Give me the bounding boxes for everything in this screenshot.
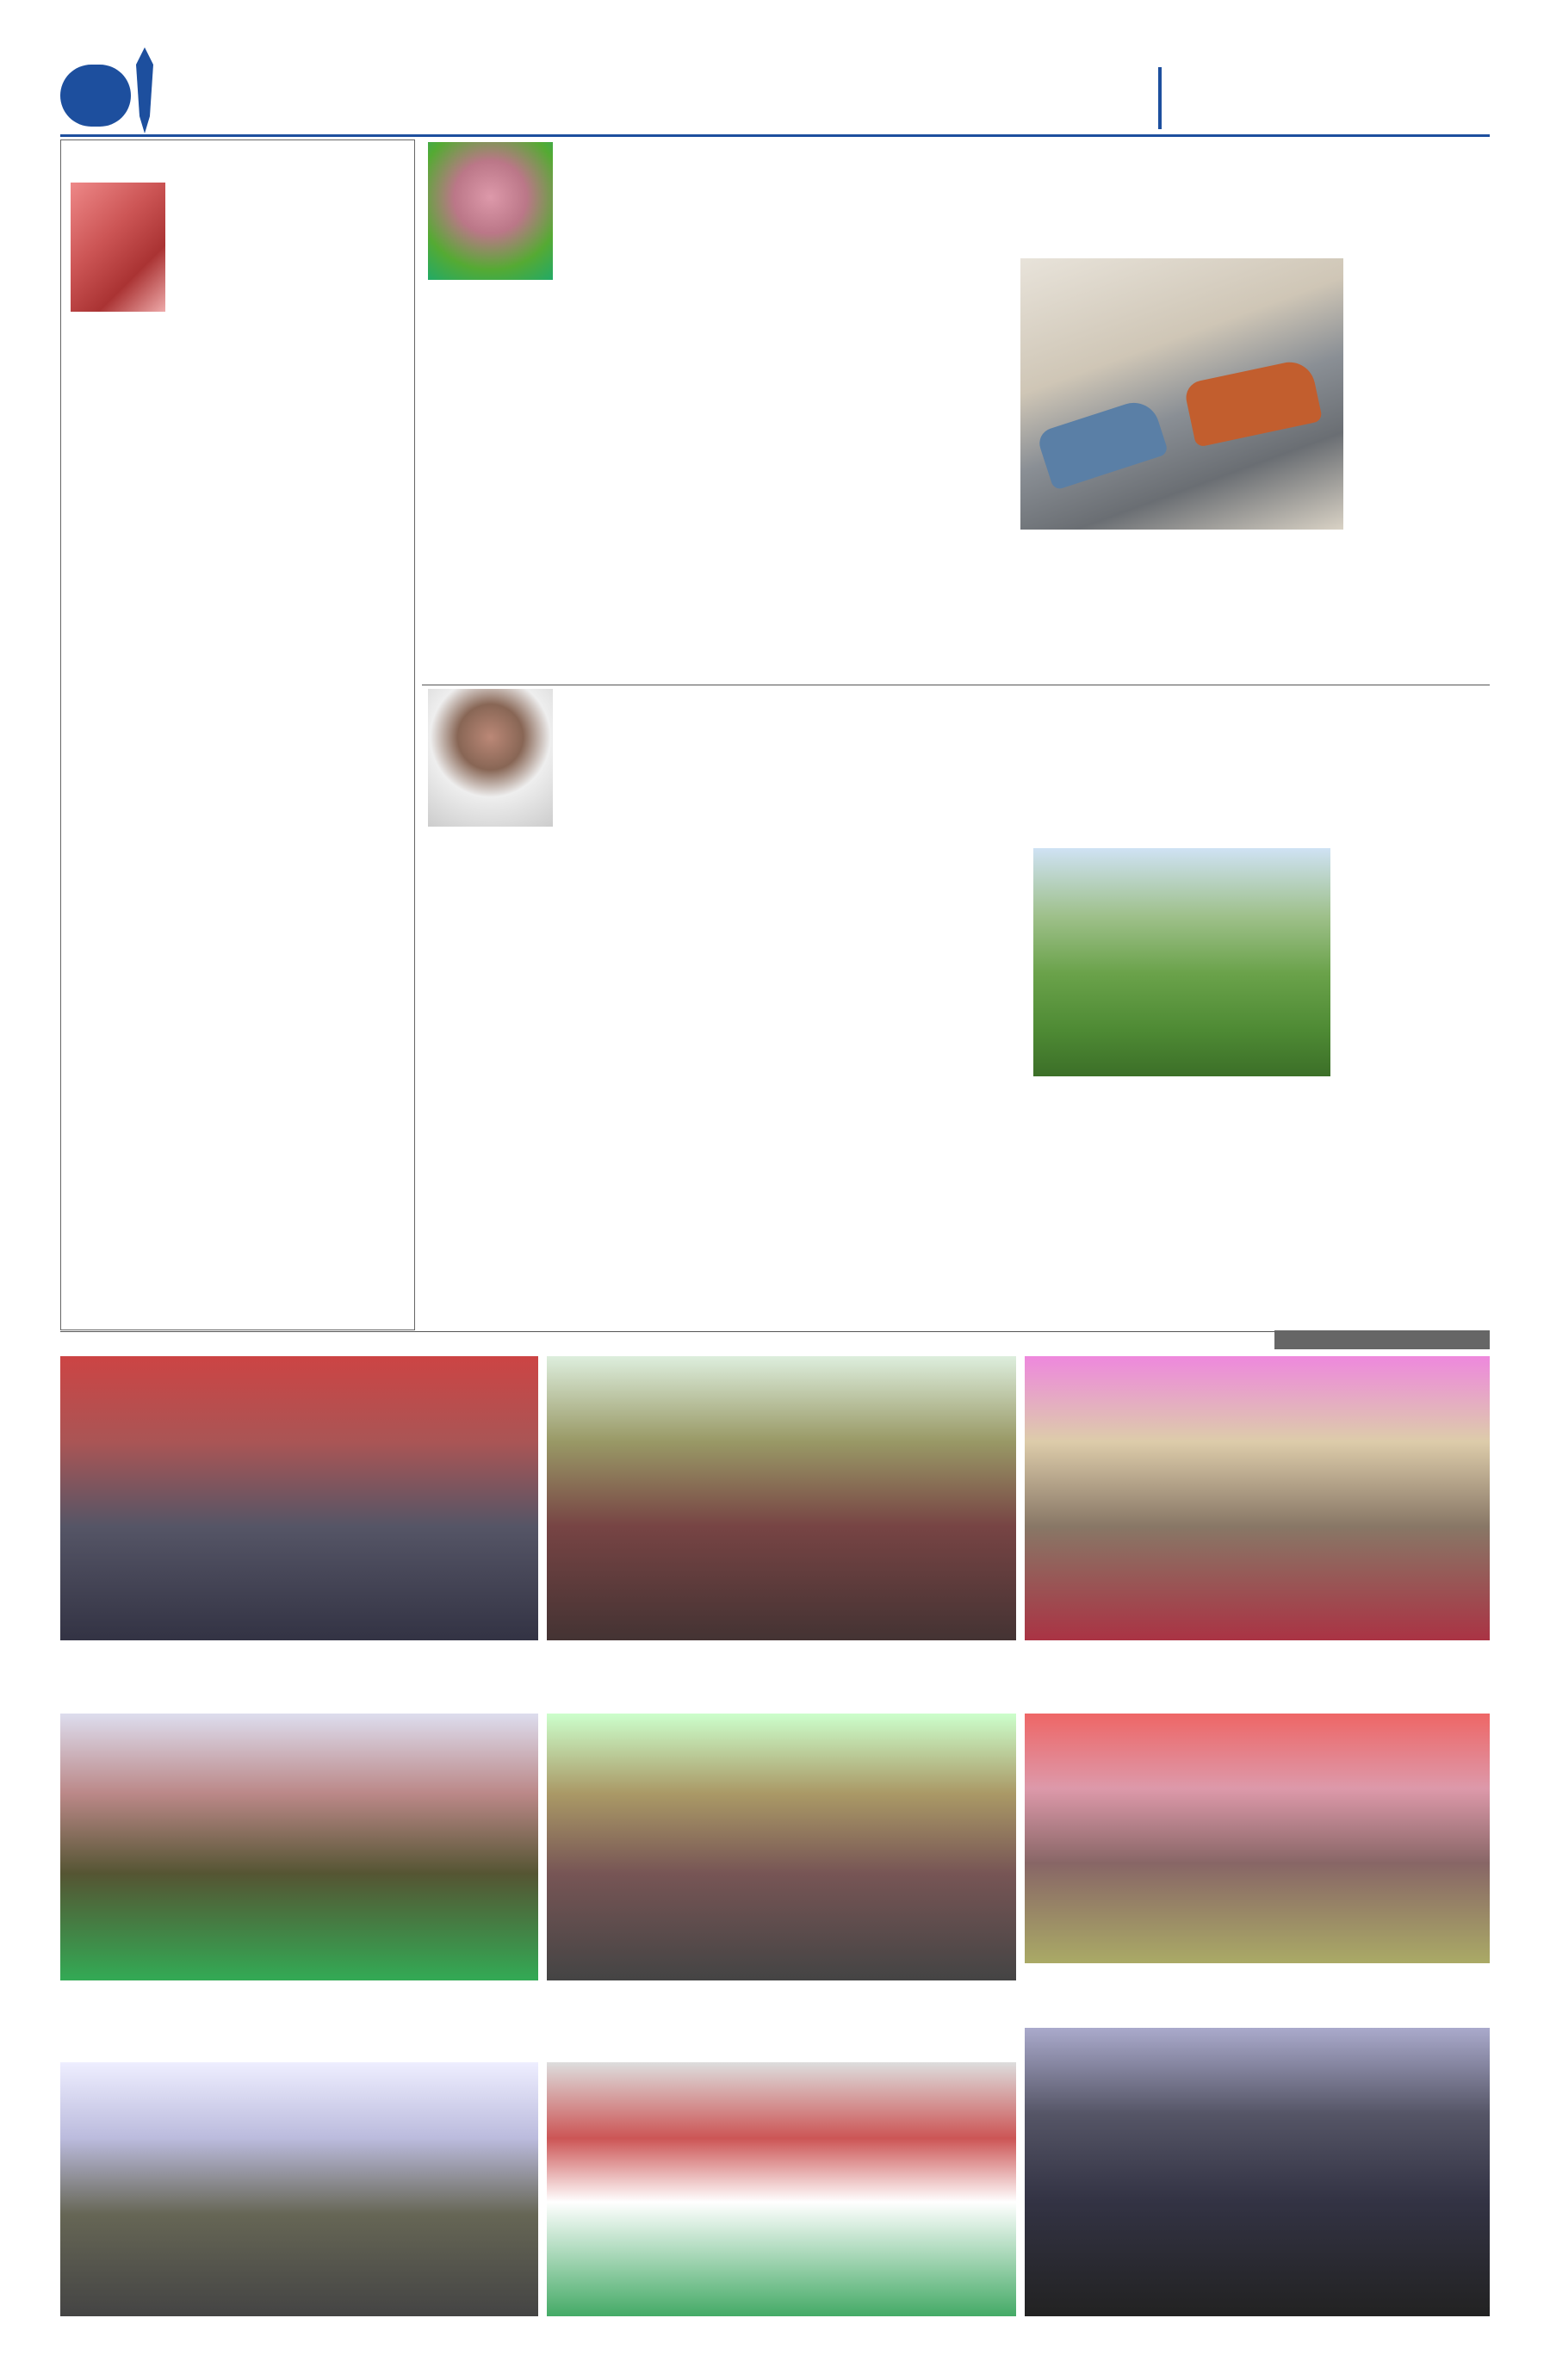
news-photo — [547, 1714, 1016, 1980]
news-photo — [60, 1714, 538, 1980]
article-text — [1352, 215, 1490, 499]
header-rule — [60, 134, 1490, 137]
news-photo — [60, 2062, 538, 2316]
article-text — [428, 310, 685, 680]
article-text — [1339, 762, 1490, 1261]
article-text — [693, 215, 1012, 680]
photo-caption — [1025, 1968, 1490, 2019]
article-text — [428, 887, 685, 1326]
header-divider — [1158, 67, 1162, 129]
editorial-body — [71, 469, 406, 1322]
photo-caption — [1025, 1645, 1490, 1705]
photo-caption — [60, 2316, 538, 2377]
article-text — [1020, 534, 1343, 680]
virus-image — [71, 183, 165, 312]
article-text — [1020, 215, 1343, 257]
news-photo — [1025, 1714, 1490, 1963]
photo-caption — [547, 2316, 1016, 2377]
photo-caption — [60, 1985, 538, 2054]
news-photo — [60, 1356, 538, 1640]
photo-caption — [547, 1985, 1016, 2054]
pen-icon — [127, 47, 162, 133]
author-photo — [428, 142, 553, 280]
news-photo — [1025, 1356, 1490, 1640]
tea-garden-image — [1033, 848, 1330, 1076]
article-text — [693, 762, 1025, 1326]
email-bar — [1274, 1330, 1490, 1349]
news-photo — [1025, 2028, 1490, 2316]
article-text — [1033, 762, 1330, 846]
photo-caption — [1025, 2316, 1490, 2377]
article-text — [560, 762, 685, 865]
page-number — [60, 65, 131, 127]
photo-caption — [60, 1645, 538, 1705]
news-photo — [547, 2062, 1016, 2316]
news-photo — [547, 1356, 1016, 1640]
article-text — [560, 215, 685, 310]
article-text — [1033, 1081, 1330, 1326]
photo-caption — [547, 1645, 1016, 1705]
author-photo — [428, 689, 553, 827]
divider — [60, 1331, 1274, 1332]
editorial-body-top — [172, 183, 406, 467]
